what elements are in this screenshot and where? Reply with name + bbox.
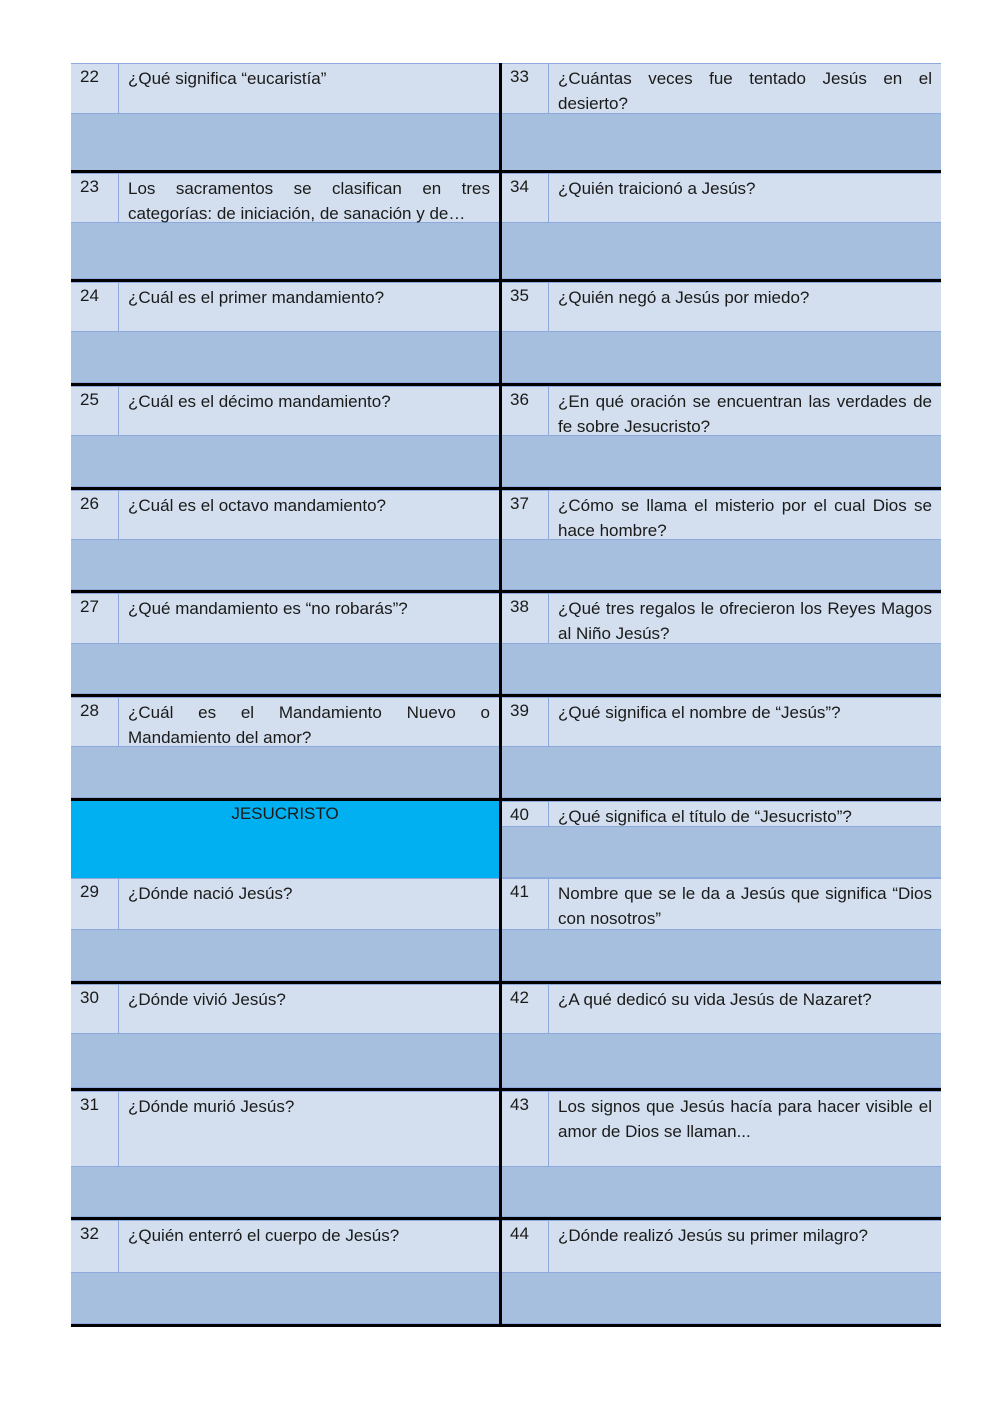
question-row-35 xyxy=(501,282,941,332)
question-number: 39 xyxy=(501,698,549,746)
answer-cell-31[interactable] xyxy=(71,1167,499,1217)
question-number: 30 xyxy=(71,985,119,1033)
answer-cell-25[interactable] xyxy=(71,436,499,487)
question-row-30 xyxy=(71,984,499,1034)
answer-cell-39[interactable] xyxy=(501,747,941,798)
question-text: ¿Dónde vivió Jesús? xyxy=(128,990,286,1009)
row-separator xyxy=(71,798,941,801)
question-text: ¿Quién negó a Jesús por miedo? xyxy=(558,288,810,307)
question-row-22 xyxy=(71,63,499,114)
question-number: 43 xyxy=(501,1092,549,1166)
column-divider xyxy=(499,63,502,1327)
answer-cell-28[interactable] xyxy=(71,747,499,798)
question-row-24 xyxy=(71,282,499,332)
question-row-25 xyxy=(71,386,499,436)
question-text: Los signos que Jesús hacía para hacer visible el amor de Dios se llaman... xyxy=(558,1097,932,1141)
question-row-27 xyxy=(71,593,499,644)
answer-cell-40[interactable] xyxy=(501,827,941,878)
question-number: 42 xyxy=(501,985,549,1033)
answer-cell-42[interactable] xyxy=(501,1034,941,1088)
question-number: 23 xyxy=(71,174,119,222)
question-text: ¿Cómo se llama el misterio por el cual Dios se hace hombre? xyxy=(558,496,932,540)
quiz-sheet xyxy=(71,63,941,1327)
question-number: 34 xyxy=(501,174,549,222)
question-text: ¿Qué significa el título de “Jesucristo”? xyxy=(558,807,852,826)
question-row-34 xyxy=(501,173,941,223)
answer-cell-23[interactable] xyxy=(71,223,499,279)
question-number: 33 xyxy=(501,64,549,113)
answer-cell-38[interactable] xyxy=(501,644,941,694)
question-row-32 xyxy=(71,1220,499,1273)
question-text: ¿Qué significa “eucaristía” xyxy=(128,69,327,88)
answer-cell-22[interactable] xyxy=(71,114,499,171)
row-separator xyxy=(71,1217,941,1220)
answer-cell-44[interactable] xyxy=(501,1273,941,1324)
answer-cell-43[interactable] xyxy=(501,1167,941,1217)
question-number: 41 xyxy=(501,879,549,929)
question-row-33 xyxy=(501,63,941,114)
answer-cell-37[interactable] xyxy=(501,540,941,590)
question-row-42 xyxy=(501,984,941,1034)
question-text: ¿A qué dedicó su vida Jesús de Nazaret? xyxy=(558,990,872,1009)
answer-cell-36[interactable] xyxy=(501,436,941,487)
question-text: ¿Cuántas veces fue tentado Jesús en el desierto? xyxy=(558,69,932,113)
question-row-41 xyxy=(501,878,941,930)
question-number: 27 xyxy=(71,594,119,643)
answer-cell-29[interactable] xyxy=(71,930,499,981)
question-row-38 xyxy=(501,593,941,644)
answer-cell-27[interactable] xyxy=(71,644,499,694)
answer-cell-24[interactable] xyxy=(71,332,499,383)
question-text: ¿Cuál es el primer mandamiento? xyxy=(128,288,385,307)
question-number: 29 xyxy=(71,879,119,929)
question-text: ¿Quién traicionó a Jesús? xyxy=(558,179,756,198)
question-number: 28 xyxy=(71,698,119,746)
question-text: ¿Dónde realizó Jesús su primer milagro? xyxy=(558,1226,868,1245)
question-number: 22 xyxy=(71,64,119,113)
question-number: 35 xyxy=(501,283,549,331)
row-separator xyxy=(71,590,941,593)
row-separator xyxy=(71,383,941,386)
question-number: 40 xyxy=(501,802,549,826)
row-separator xyxy=(71,1088,941,1091)
row-separator xyxy=(71,170,941,173)
question-text: ¿En qué oración se encuentran las verdades de fe sobre Jesucristo? xyxy=(558,392,932,436)
answer-cell-34[interactable] xyxy=(501,223,941,279)
question-row-43 xyxy=(501,1091,941,1167)
answer-cell-26[interactable] xyxy=(71,540,499,590)
question-text: Nombre que se le da a Jesús que significa “Dios con nosotros” xyxy=(558,884,932,928)
question-number: 37 xyxy=(501,491,549,539)
question-row-44 xyxy=(501,1220,941,1273)
question-row-31 xyxy=(71,1091,499,1167)
question-row-29 xyxy=(71,878,499,930)
question-text: ¿Cuál es el décimo mandamiento? xyxy=(128,392,391,411)
question-row-26 xyxy=(71,490,499,540)
question-number: 26 xyxy=(71,491,119,539)
section-header-title: JESUCRISTO xyxy=(231,804,339,823)
question-number: 36 xyxy=(501,387,549,435)
question-number: 44 xyxy=(501,1221,549,1272)
question-number: 38 xyxy=(501,594,549,643)
answer-cell-30[interactable] xyxy=(71,1034,499,1088)
question-row-40 xyxy=(501,801,941,827)
question-row-23 xyxy=(71,173,499,223)
row-separator xyxy=(71,694,941,697)
table-bottom-border xyxy=(71,1324,941,1327)
question-row-39 xyxy=(501,697,941,747)
question-number: 31 xyxy=(71,1092,119,1166)
row-separator xyxy=(71,279,941,282)
question-row-36 xyxy=(501,386,941,436)
question-text: ¿Quién enterró el cuerpo de Jesús? xyxy=(128,1226,400,1245)
question-row-37 xyxy=(501,490,941,540)
answer-cell-33[interactable] xyxy=(501,114,941,171)
question-number: 24 xyxy=(71,283,119,331)
answer-cell-35[interactable] xyxy=(501,332,941,383)
question-number: 32 xyxy=(71,1221,119,1272)
question-text: ¿Cuál es el Mandamiento Nuevo o Mandamiento del amor? xyxy=(128,703,490,747)
question-text: ¿Dónde nació Jesús? xyxy=(128,884,293,903)
section-header xyxy=(71,801,499,878)
row-separator xyxy=(71,981,941,984)
question-row-28 xyxy=(71,697,499,747)
question-text: ¿Qué tres regalos le ofrecieron los Reyes Magos al Niño Jesús? xyxy=(558,599,932,643)
question-text: ¿Qué significa el nombre de “Jesús”? xyxy=(558,703,841,722)
answer-cell-41[interactable] xyxy=(501,930,941,981)
question-number: 25 xyxy=(71,387,119,435)
question-text: ¿Dónde murió Jesús? xyxy=(128,1097,295,1116)
question-text: ¿Qué mandamiento es “no robarás”? xyxy=(128,599,408,618)
question-text: Los sacramentos se clasifican en tres categorías: de iniciación, de sanación y de… xyxy=(128,179,490,223)
row-separator xyxy=(71,487,941,490)
answer-cell-32[interactable] xyxy=(71,1273,499,1324)
question-text: ¿Cuál es el octavo mandamiento? xyxy=(128,496,386,515)
